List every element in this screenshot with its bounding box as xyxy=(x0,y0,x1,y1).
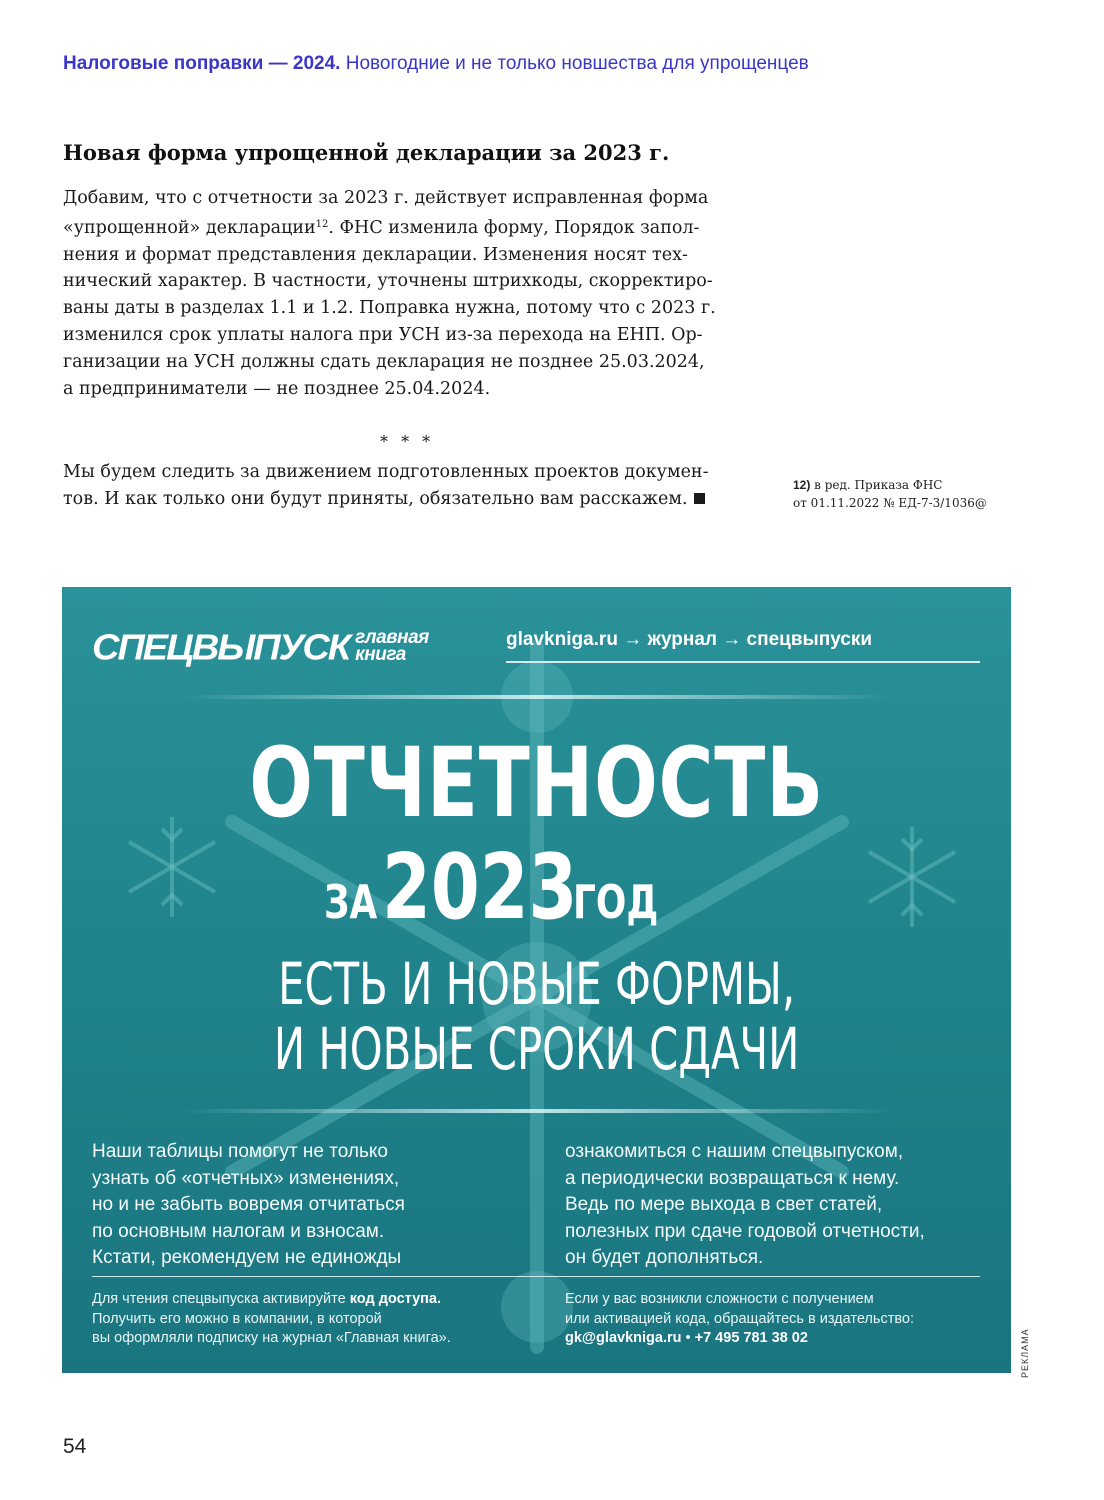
text-line: Кстати, рекомендуем не единожды xyxy=(92,1247,402,1268)
advert-link[interactable]: glavkniga.ru → журнал → спецвыпуски xyxy=(506,629,873,650)
headline-year: 2023 xyxy=(382,835,578,940)
headline-subline-2: И НОВЫЕ СРОКИ СДАЧИ xyxy=(273,1015,800,1083)
page-number: 54 xyxy=(63,1435,87,1458)
text-line: полезных при сдаче годовой отчетности, xyxy=(565,1220,925,1242)
brand-logo-sub-line: главная xyxy=(355,627,429,648)
text-line: или активацией кода, обращайтесь в издательство: xyxy=(565,1310,914,1327)
header-subtitle: Новогодние и не только новшества для упрощенцев xyxy=(345,53,809,74)
running-header xyxy=(63,53,1043,75)
text-line xyxy=(63,212,753,242)
text-line: узнать об «отчетных» изменениях, xyxy=(92,1167,400,1189)
bullet-separator: • xyxy=(681,1330,695,1346)
text-line xyxy=(92,1290,451,1310)
text-line: Наши таблицы помогут не только xyxy=(92,1141,388,1162)
text-line: Получить его можно в компании, в которой xyxy=(92,1310,382,1327)
text-segment: тов. И как только они будут приняты, обязательно вам расскажем. xyxy=(63,488,688,509)
text-segment: «упрощенной» декларации xyxy=(63,217,316,238)
brand-logo-sub xyxy=(355,629,429,663)
header-section-title: Налоговые поправки — 2024. xyxy=(63,53,341,74)
footnote-line: от 01.11.2022 № ЕД-7-3/1036@ xyxy=(793,496,987,510)
text-line: а предприниматели — не позднее 25.04.2024. xyxy=(63,378,491,399)
light-streak xyxy=(182,1109,892,1113)
text-line: Если у вас возникли сложности с получением xyxy=(565,1291,874,1307)
brand-logo xyxy=(92,627,429,677)
text-line: он будет дополняться. xyxy=(565,1247,764,1268)
advert-text-right xyxy=(565,1139,965,1272)
text-line: вы оформляли подписку на журнал «Главная книга». xyxy=(92,1330,451,1346)
text-line: изменился срок уплаты налога при УСН из-за перехода на ЕНП. Ор- xyxy=(63,324,703,345)
section-separator: * * * xyxy=(380,432,435,451)
advert-text-left xyxy=(92,1139,492,1272)
text-segment: . ФНС изменила форму, Порядок запол- xyxy=(328,217,700,238)
divider xyxy=(506,661,980,663)
footnote-ref[interactable]: 12 xyxy=(315,218,329,230)
headline-subline-1: ЕСТЬ И НОВЫЕ ФОРМЫ, xyxy=(278,950,796,1018)
article-title: Новая форма упрощенной декларации за 2023 г. xyxy=(63,140,670,165)
advert-banner[interactable] xyxy=(62,587,1011,1373)
text-line: ознакомиться с нашим спецвыпуском, xyxy=(565,1141,904,1162)
access-code-label: код доступа. xyxy=(349,1291,442,1307)
headline-za: ЗА xyxy=(324,875,378,929)
text-segment: Для чтения спецвыпуска активируйте xyxy=(92,1291,350,1307)
text-line: а периодически возвращаться к нему. xyxy=(565,1167,900,1189)
end-of-article-mark xyxy=(694,493,705,504)
text-line: нический характер. В частности, уточнены штрихкоды, скорректиро- xyxy=(63,271,713,292)
divider xyxy=(92,1276,980,1277)
text-line: ваны даты в разделах 1.1 и 1.2. Поправка нужна, потому что с 2023 г. xyxy=(63,298,716,319)
footnote-number: 12) xyxy=(793,478,811,492)
article-paragraph-1 xyxy=(63,185,753,402)
article-paragraph-2 xyxy=(63,459,753,513)
light-streak xyxy=(182,695,892,699)
brand-logo-main: СПЕЦВЫПУСК xyxy=(92,628,350,668)
text-line: по основным налогам и взносам. xyxy=(92,1220,385,1242)
footnote-line: в ред. Приказа ФНС xyxy=(814,478,943,492)
text-line: нения и формат представления декларации. Изменения носят тех- xyxy=(63,244,688,265)
headline-god: ГОД xyxy=(572,875,659,929)
text-line: но и не забыть вовремя отчитаться xyxy=(92,1194,405,1215)
text-line: ганизации на УСН должны сдать декларация не позднее 25.03.2024, xyxy=(63,351,705,372)
text-line: Добавим, что с отчетности за 2023 г. действует исправленная форма xyxy=(63,188,709,208)
brand-logo-sub-line: книга xyxy=(355,644,406,665)
text-line xyxy=(63,486,753,513)
text-line: Ведь по мере выхода в свет статей, xyxy=(565,1194,883,1215)
sidenote-footnote xyxy=(793,476,1053,512)
headline-year-line xyxy=(324,835,682,940)
headline-reporting: ОТЧЕТНОСТЬ xyxy=(249,727,824,839)
advert-label: РЕКЛАМА xyxy=(1020,1328,1030,1378)
contact-note xyxy=(565,1290,914,1349)
contact-line xyxy=(565,1329,914,1349)
contact-phone-link[interactable]: +7 495 781 38 02 xyxy=(694,1330,808,1346)
access-code-note xyxy=(92,1290,451,1349)
contact-email-link[interactable]: gk@glavkniga.ru xyxy=(565,1330,682,1346)
text-line: Мы будем следить за движением подготовленных проектов докумен- xyxy=(63,462,709,482)
